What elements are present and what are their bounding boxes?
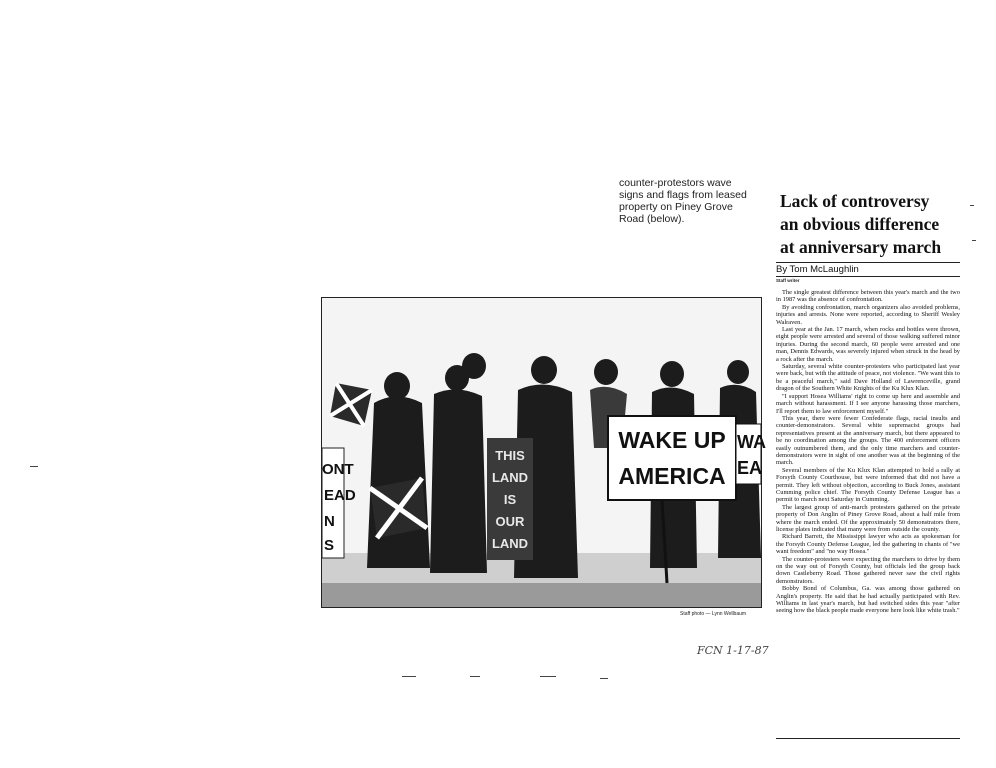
article-paragraph: Bobby Bond of Columbus, Ga. was among those gathered on Anglin's property. He said that he had actually participated with Rev. Williams in last year's march, but had switched sides this year "after seeing how the black people made everyone here look like white trash." <box>776 585 960 615</box>
staff-writer-label: Staff writer <box>776 278 800 283</box>
confederate-flag-center <box>370 478 427 538</box>
photo-caption: counter-protestors wave signs and flags from leased property on Piney Grove Road (below). <box>619 177 747 225</box>
article-paragraph: This year, there were fewer Confederate flags, racial insults and counter-demonstrators. Several white supremacist groups had representatives present at the anniversary march, but there appeared to be no coordination among the groups. The 400 enforcement officers easily outnumbered them, and the only time marchers and counter-demonstrators were in sight of one another was at the beginning of the march. <box>776 414 960 467</box>
land-sign-line: THIS <box>495 448 525 463</box>
scan-speck <box>30 466 38 467</box>
right-sign-line: EA <box>737 458 763 478</box>
scan-speck <box>402 676 416 677</box>
article-headline <box>780 190 970 259</box>
headline-rule <box>776 262 960 263</box>
headline-line: at anniversary march <box>780 237 942 257</box>
scan-speck <box>972 240 976 241</box>
left-sign-line: N <box>324 513 335 530</box>
left-sign-line: ONT <box>322 461 354 478</box>
article-paragraph: The single greatest difference between this year's march and the two in 1987 was the absence of confrontation. <box>776 289 960 304</box>
article-paragraph: By avoiding confrontation, march organizers also avoided problems, injuries and arrests. None were reported, according to Sheriff Wesley Walraven. <box>776 303 960 326</box>
article-body <box>776 289 960 736</box>
wake-up-text: WAKE UP <box>618 427 726 453</box>
photo-credit: Staff photo — Lynn Wellbaum <box>680 611 747 617</box>
america-text: AMERICA <box>618 463 726 489</box>
byline: By Tom McLaughlin <box>776 264 859 275</box>
article-end-rule <box>776 738 960 739</box>
article-paragraph: The counter-protesters were expecting the marchers to drive by them on the way out of Forsyth County, but officials led the group back down Castleberry Road. Those gathered never saw the civil rights demonstrators. <box>776 555 960 585</box>
scan-speck <box>540 676 556 677</box>
land-sign-line: LAND <box>491 536 529 551</box>
headline-line: Lack of controversy <box>780 191 930 211</box>
right-sign-line: WA <box>737 432 766 452</box>
headline-line: an obvious difference <box>780 214 940 234</box>
article-paragraph: "I support Hosea Williams' right to come up here and assemble and march without harassment. If I see anyone harassing those marchers, I'll report them to law enforcement myself." <box>776 392 960 415</box>
land-sign-line: OUR <box>495 514 525 529</box>
article-paragraph: Saturday, several white counter-protesters who participated last year were back, but with the attitude of peace, not violence. "We want this to be a peaceful march," said Dave Holland of Lawrenceville, grand dragon of the Southern White Knights of the Ku Klux Klan. <box>776 363 960 393</box>
article-paragraph: The largest group of anti-march protesters gathered on the private property of Don Anglin of Piney Grove Road, about a half mile from where the march ended. Of the approximately 50 demonstrators there, license plates indicated that many were from outside the county. <box>776 503 960 533</box>
news-photo <box>321 297 766 608</box>
handwritten-date-note: FCN 1-17-87 <box>697 644 769 657</box>
land-sign-line: LAND <box>491 470 529 485</box>
article-paragraph: Last year at the Jan. 17 march, when rocks and bottles were thrown, eight people were arrested and several of those walking suffered minor injuries. During the second march, 60 people were arrested and one man, Dennis Edwards, was severely injured when struck in the head by a rock after the march. <box>776 326 960 363</box>
left-sign-line: S <box>324 537 335 554</box>
byline-rule <box>776 276 960 277</box>
scan-speck <box>470 676 480 677</box>
left-sign-line: EAD <box>324 487 356 504</box>
land-sign-line: IS <box>503 492 517 507</box>
scan-speck <box>600 678 608 679</box>
article-paragraph: Richard Barrett, the Mississippi lawyer who acts as spokesman for the Forsyth County Defense League, led the gathering in chants of "we want freedom" and "no way Hosea." <box>776 533 960 556</box>
scan-speck <box>970 205 974 206</box>
article-paragraph: Several members of the Ku Klux Klan attempted to hold a rally at Forsyth County Courthouse, but were informed that did not have a permit. They left without objection, according to Buck Jones, assistant Cumming police chief. The Forsyth County Defense League has a permit to march next Saturday in Cumming. <box>776 466 960 504</box>
